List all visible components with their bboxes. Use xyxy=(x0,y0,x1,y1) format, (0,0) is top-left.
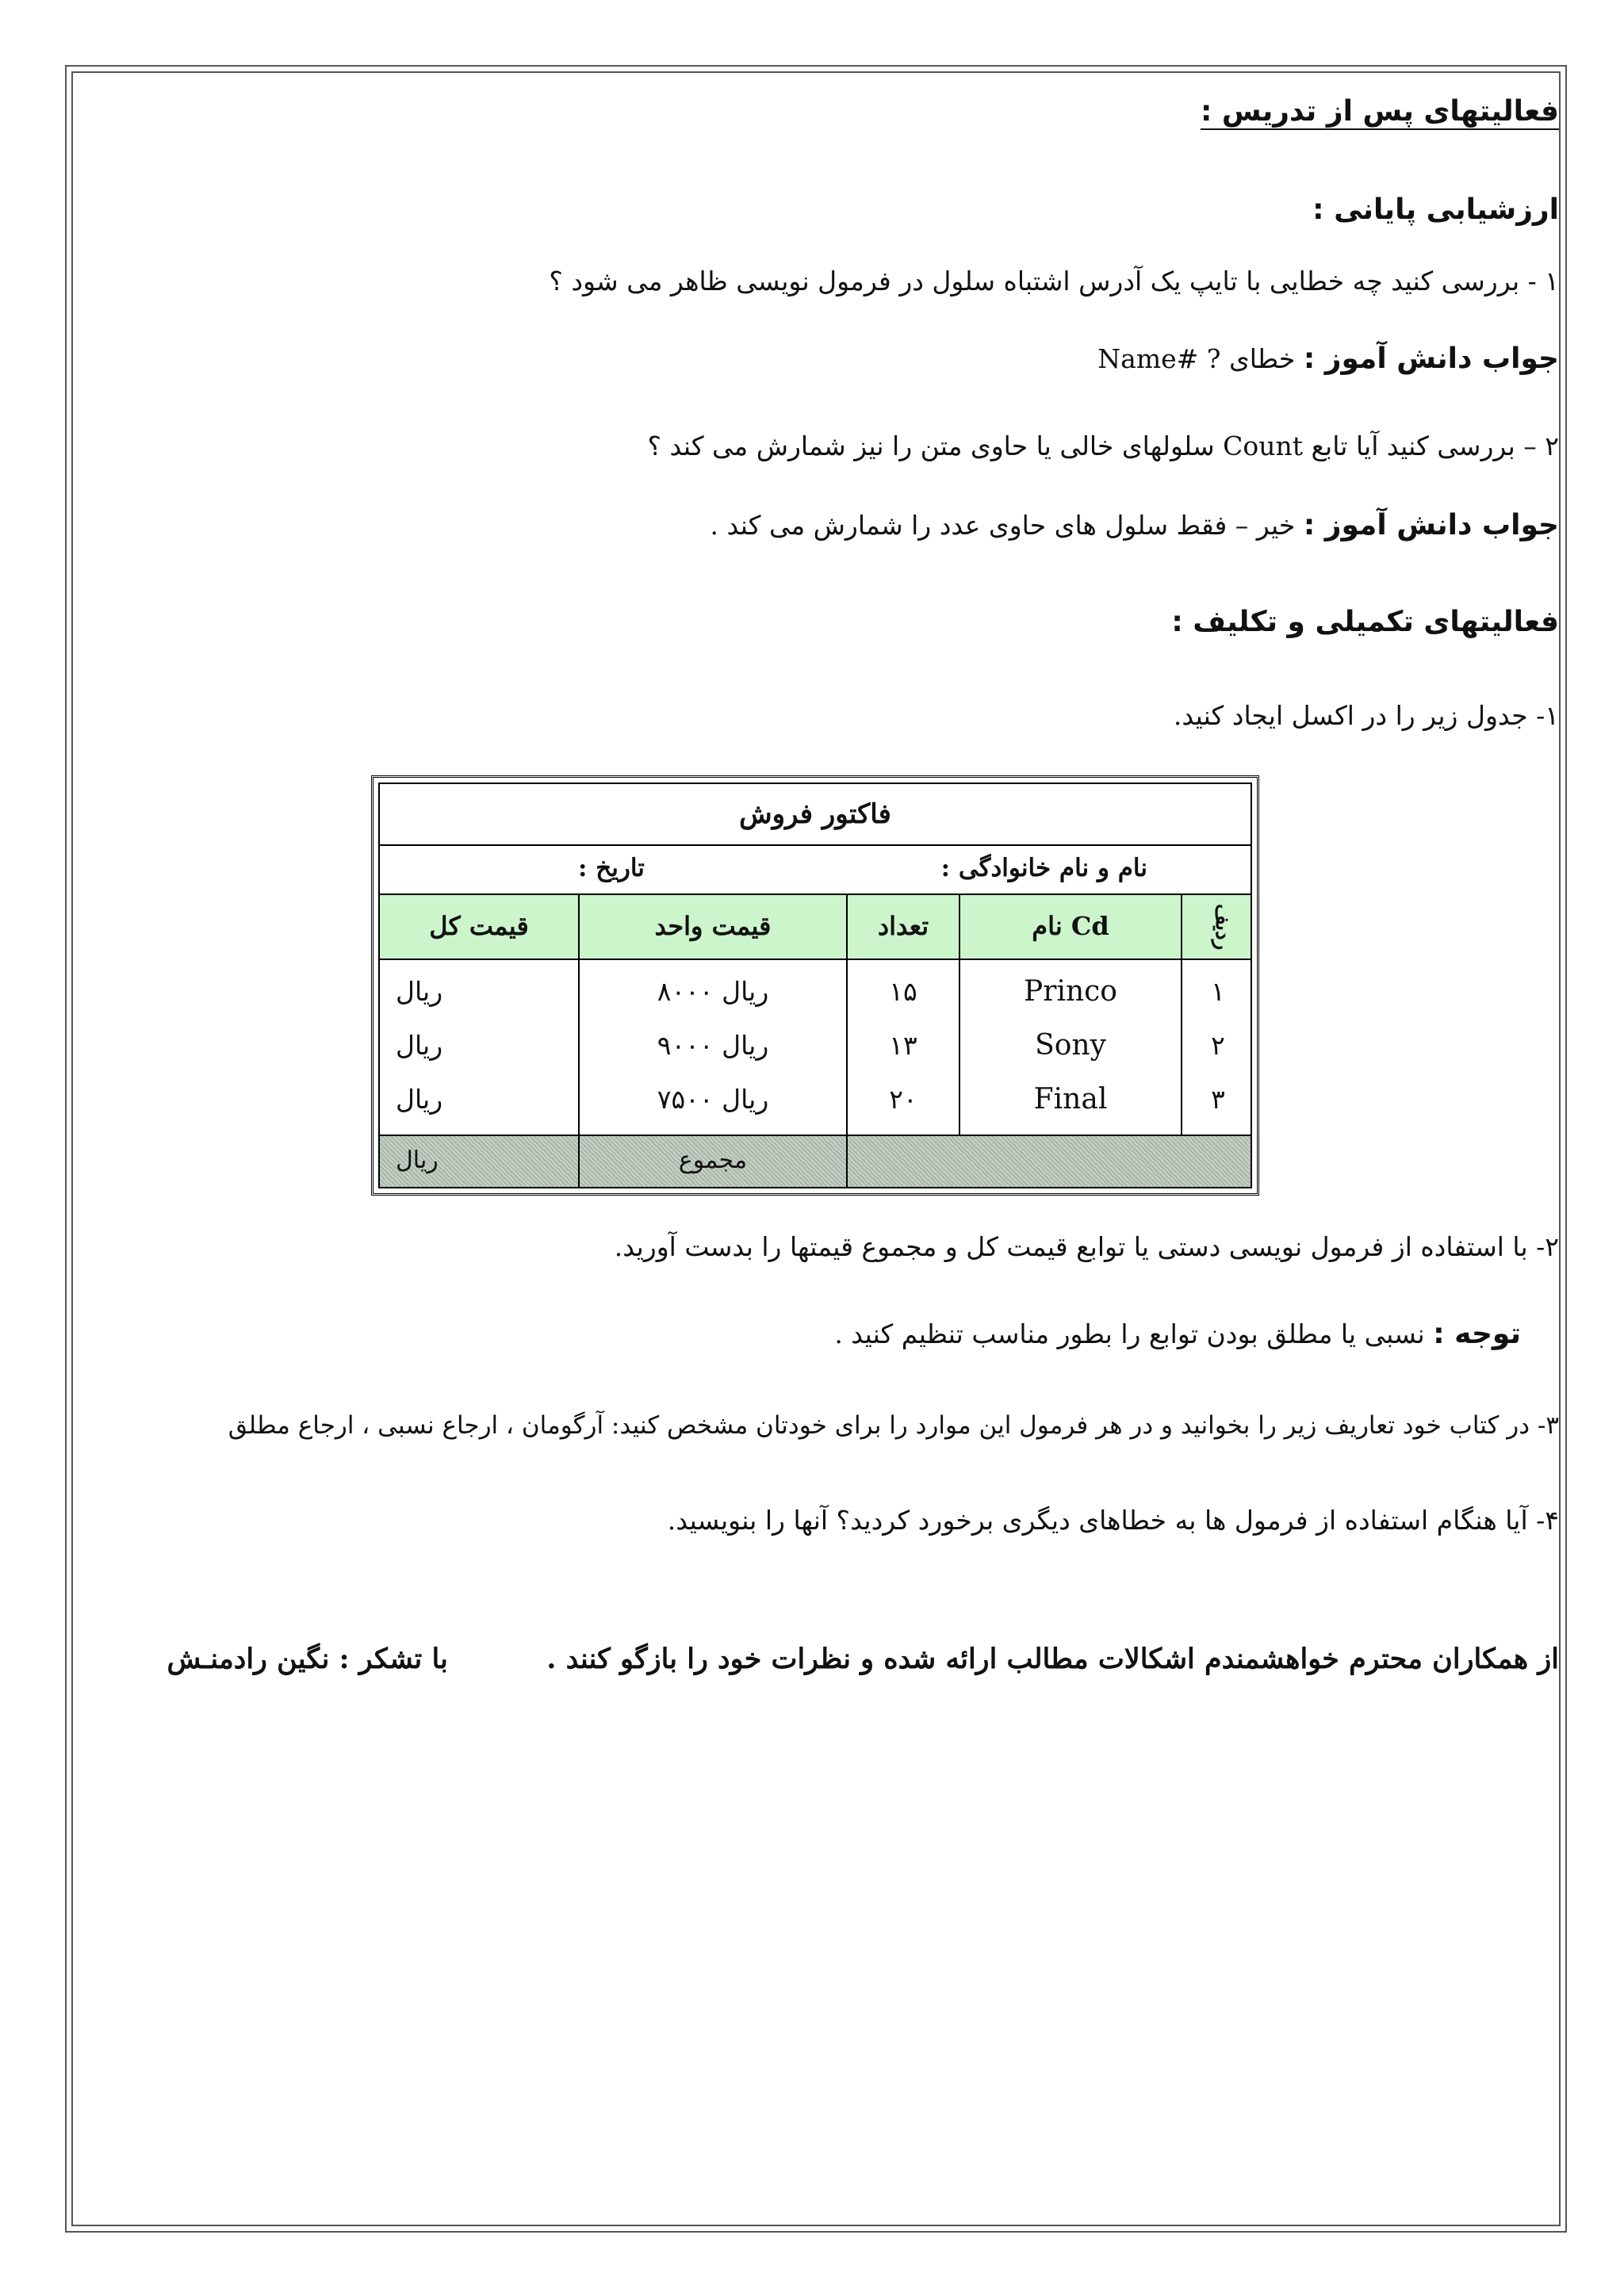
closing-request: از همکاران محترم خواهشمندم اشکالات مطالب ارائه شده و نظرات خود را بازگو کنند . xyxy=(546,1643,1559,1675)
task-3: ۳- در کتاب خود تعاریف زیر را بخوانید و در هر فرمول این موارد را برای خودتان مشخص کنید: آرگومان ، ارجاع نسبی ، ارجاع مطلق xyxy=(228,1411,1559,1440)
task-1: ۱- جدول زیر را در اکسل ایجاد کنید. xyxy=(1173,700,1559,731)
answer-2-label: جواب دانش آموز : xyxy=(1303,509,1559,541)
task-2-note xyxy=(79,1316,1521,1353)
col-header-cd: نام Cd xyxy=(1032,911,1109,941)
col-header-index: ردیف xyxy=(1211,903,1235,951)
row-1-total: ریال xyxy=(396,976,443,1007)
task-4: ۴- آیا هنگام استفاده از فرمول ها به خطاهای دیگری برخورد کردید؟ آنها را بنویسید. xyxy=(667,1505,1559,1536)
heading-final-evaluation: ارزشیابی پایانی : xyxy=(1312,193,1559,226)
col-header-unit-price: قیمت واحد xyxy=(654,911,772,941)
invoice-grid xyxy=(378,895,1252,1188)
invoice-sum-label: مجموع xyxy=(678,1146,748,1174)
answer-2 xyxy=(79,507,1559,544)
heading-after-teaching: فعالیتهای پس از تدریس : xyxy=(1200,95,1559,128)
answer-1-text: خطای ? #Name xyxy=(1097,343,1296,374)
row-2-index: ۲ xyxy=(1211,1030,1225,1061)
row-3-qty: ۲۰ xyxy=(889,1084,917,1115)
row-3-index: ۳ xyxy=(1211,1084,1225,1115)
task-2: ۲- با استفاده از فرمول نویسی دستی یا توابع قیمت کل و مجموع قیمتها را بدست آورید. xyxy=(614,1231,1559,1262)
row-3-unit-price: ریال ۷۵۰۰ xyxy=(657,1084,769,1115)
col-header-qty: تعداد xyxy=(877,911,929,941)
invoice-title: فاکتور فروش xyxy=(378,783,1252,846)
col-header-total: قیمت کل xyxy=(429,911,529,941)
closing-thanks: با تشکر : نگین رادمنـش xyxy=(167,1643,448,1675)
row-1-qty: ۱۵ xyxy=(889,976,917,1007)
heading-supplementary: فعالیتهای تکمیلی و تکلیف : xyxy=(1171,606,1559,638)
row-2-qty: ۱۳ xyxy=(889,1030,917,1061)
note-label: توجه : xyxy=(1433,1318,1521,1350)
invoice-date-label: تاریخ : xyxy=(578,854,645,882)
invoice-info-row xyxy=(378,846,1252,895)
answer-1-label: جواب دانش آموز : xyxy=(1303,342,1559,375)
invoice-table xyxy=(371,775,1259,1196)
note-text: نسبی یا مطلق بودن توابع را بطور مناسب تنظیم کنید . xyxy=(834,1318,1425,1349)
row-1-unit-price: ریال ۸۰۰۰ xyxy=(657,976,769,1007)
row-3-total: ریال xyxy=(396,1084,443,1115)
question-1: ۱ - بررسی کنید چه خطایی با تایپ یک آدرس اشتباه سلول در فرمول نویسی ظاهر می شود ؟ xyxy=(549,266,1559,297)
invoice-name-label: نام و نام خانوادگی : xyxy=(940,854,1147,882)
row-2-cd: Sony xyxy=(1035,1029,1106,1062)
row-1-index: ۱ xyxy=(1211,976,1225,1007)
answer-1 xyxy=(79,341,1559,377)
invoice-sum-value: ریال xyxy=(396,1146,439,1174)
row-1-cd: Princo xyxy=(1024,975,1117,1008)
row-2-total: ریال xyxy=(396,1030,443,1061)
question-2: ۲ – بررسی کنید آیا تابع Count سلولهای خالی یا حاوی متن را نیز شمارش می کند ؟ xyxy=(647,430,1559,461)
closing-line xyxy=(79,1641,1559,1678)
answer-2-text: خیر – فقط سلول های حاوی عدد را شمارش می کند . xyxy=(710,510,1296,541)
row-3-cd: Final xyxy=(1033,1083,1108,1115)
invoice-footer-row xyxy=(380,1135,1251,1187)
row-2-unit-price: ریال ۹۰۰۰ xyxy=(657,1030,769,1061)
